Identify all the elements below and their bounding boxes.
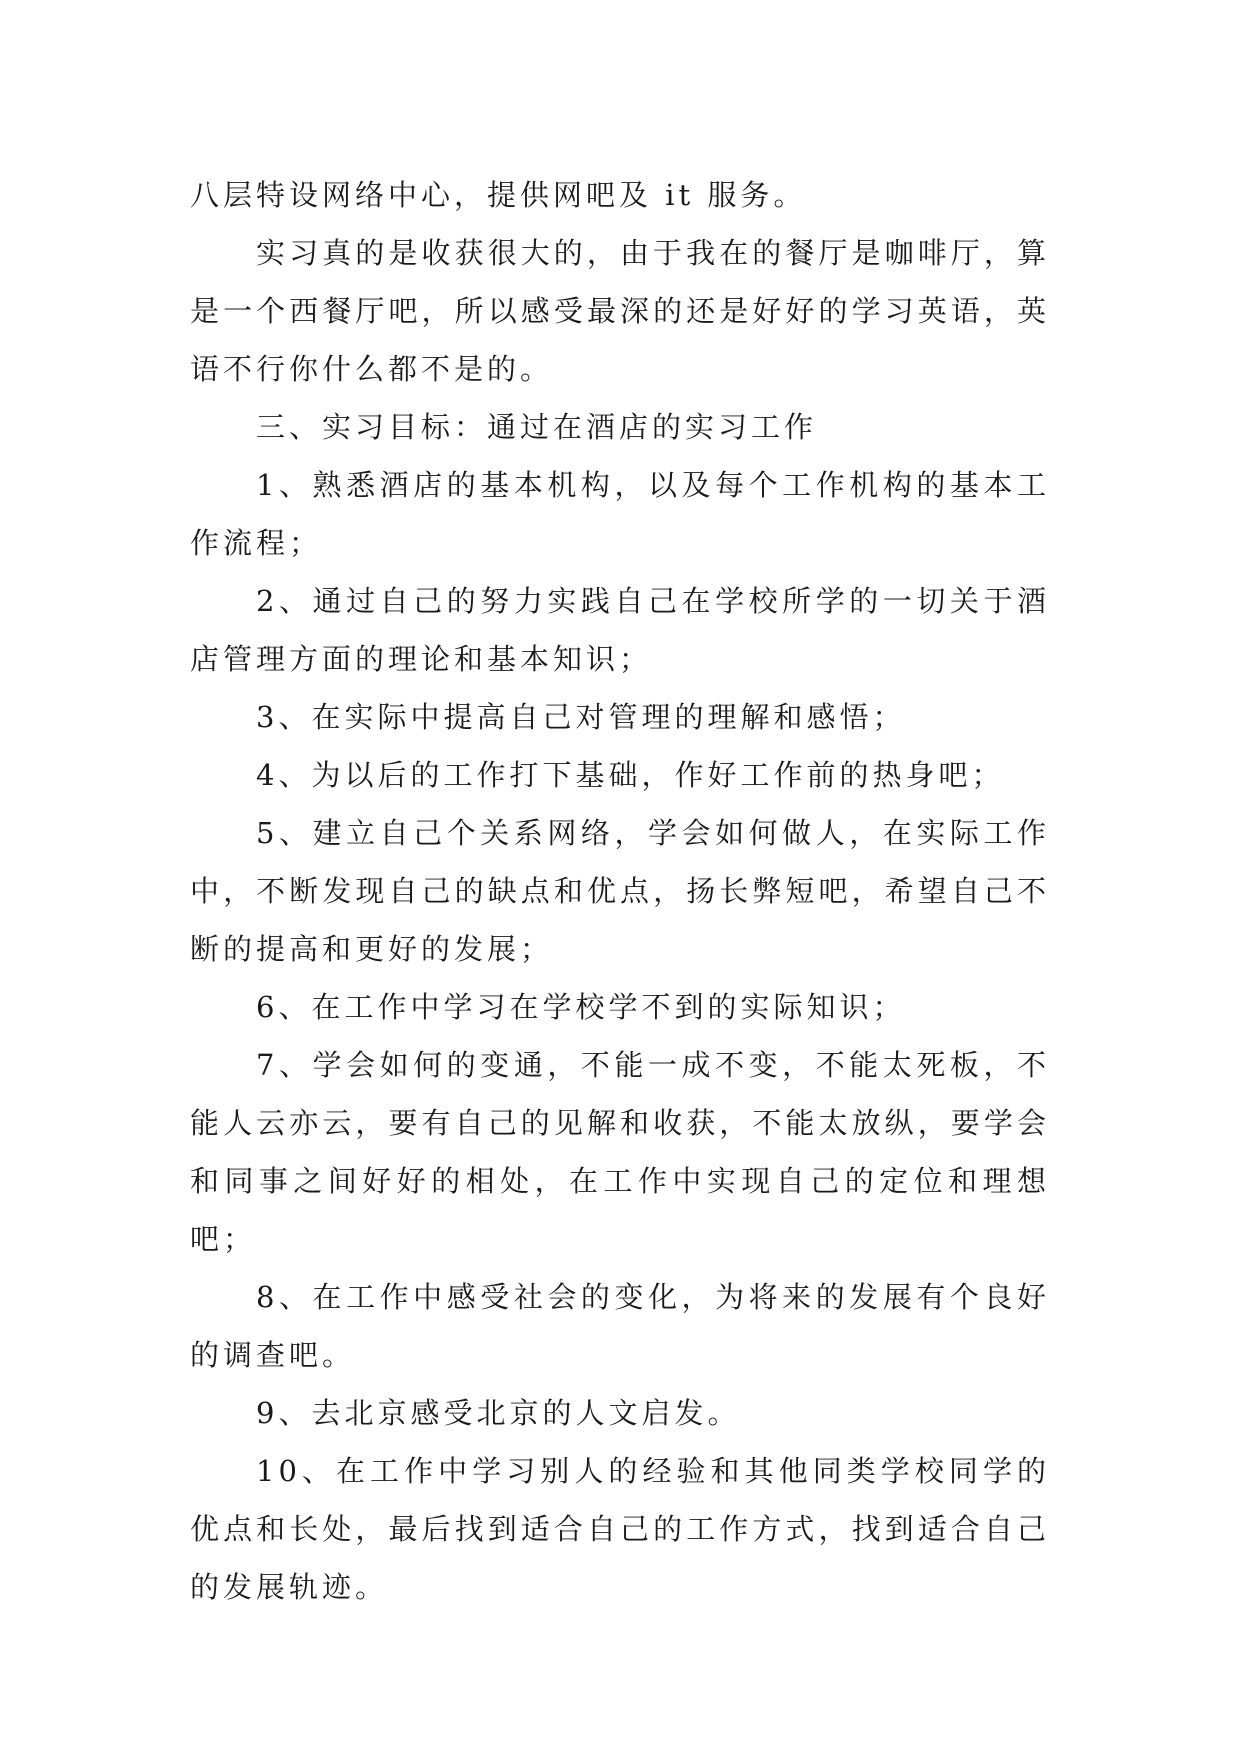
list-item-2: 2、通过自己的努力实践自己在学校所学的一切关于酒店管理方面的理论和基本知识； xyxy=(190,584,1050,676)
section-heading-goals: 三、实习目标：通过在酒店的实习工作 xyxy=(256,410,818,444)
list-item-7: 7、学会如何的变通，不能一成不变，不能太死板，不能人云亦云，要有自己的见解和收获，不能太放纵，要学会和同事之间好好的相处，在工作中实现自己的定位和理想吧； xyxy=(190,1048,1050,1256)
list-item-6: 6、在工作中学习在学校学不到的实际知识； xyxy=(256,990,906,1024)
list-item-4: 4、为以后的工作打下基础，作好工作前的热身吧； xyxy=(256,758,1005,792)
list-item-8: 8、在工作中感受社会的变化，为将来的发展有个良好的调查吧。 xyxy=(190,1280,1050,1372)
list-item-1: 1、熟悉酒店的基本机构，以及每个工作机构的基本工作流程； xyxy=(190,468,1050,560)
list-item-3: 3、在实际中提高自己对管理的理解和感悟； xyxy=(256,700,906,734)
paragraph-continuation: 八层特设网络中心，提供网吧及 it 服务。 xyxy=(190,178,807,212)
list-item-5: 5、建立自己个关系网络，学会如何做人，在实际工作中，不断发现自己的缺点和优点，扬长弊短吧，希望自己不断的提高和更好的发展； xyxy=(190,816,1050,966)
paragraph-internship-gain: 实习真的是收获很大的，由于我在的餐厅是咖啡厅，算是一个西餐厅吧，所以感受最深的还是好好的学习英语，英语不行你什么都不是的。 xyxy=(190,236,1050,386)
list-item-9: 9、去北京感受北京的人文启发。 xyxy=(256,1396,741,1430)
body-text xyxy=(190,166,1050,1616)
list-item-10: 10、在工作中学习别人的经验和其他同类学校同学的优点和长处，最后找到适合自己的工作方式，找到适合自己的发展轨迹。 xyxy=(190,1454,1050,1604)
